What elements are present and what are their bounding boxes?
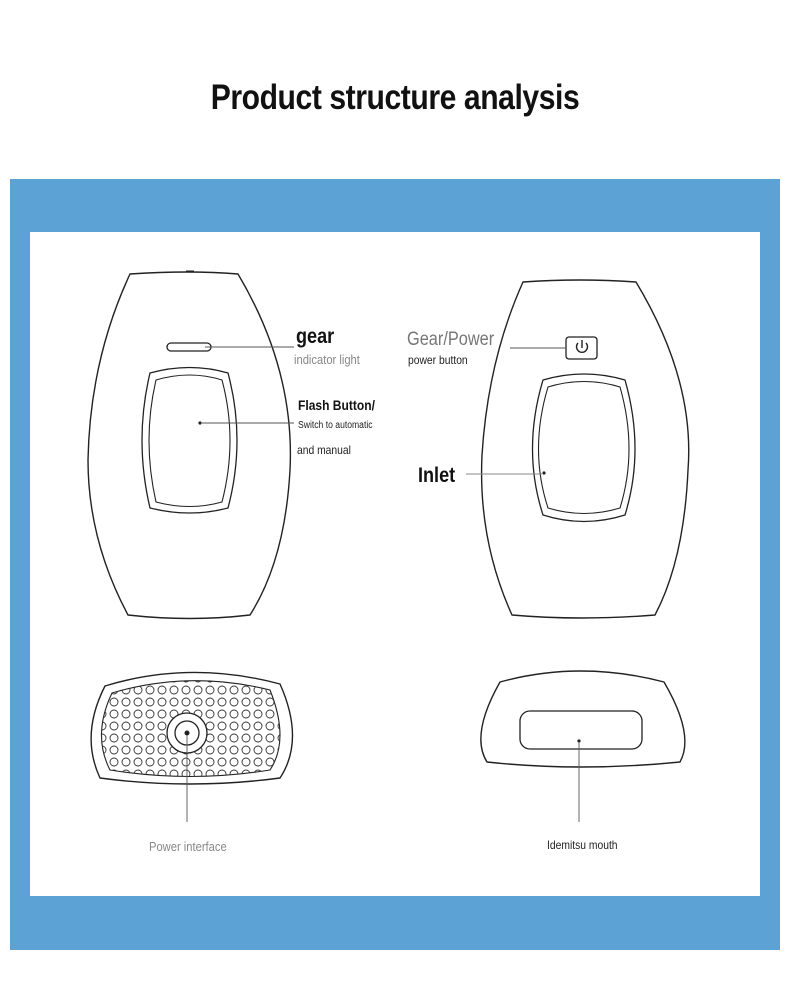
device-bottom-view	[90, 665, 300, 822]
label-idemitsu-mouth: Idemitsu mouth	[547, 838, 618, 852]
label-indicator-light: indicator light	[294, 352, 360, 367]
device-top-view	[481, 671, 685, 822]
label-gear-power: Gear/Power	[407, 329, 495, 350]
page-title: Product structure analysis	[210, 78, 580, 117]
device-front-view	[88, 271, 294, 619]
light-outlet	[520, 711, 642, 749]
label-inlet: Inlet	[418, 464, 456, 487]
flash-button-shape	[142, 368, 237, 514]
gear-indicator-light	[167, 343, 211, 351]
label-power-interface: Power interface	[149, 839, 227, 854]
label-switch-automatic: Switch to automatic	[298, 420, 373, 431]
device-back-view	[466, 280, 689, 618]
label-flash-button: Flash Button/	[298, 397, 375, 413]
label-and-manual: and manual	[297, 443, 351, 457]
inlet-shape	[533, 374, 636, 522]
label-power-button: power button	[408, 353, 468, 367]
label-gear: gear	[296, 325, 335, 348]
